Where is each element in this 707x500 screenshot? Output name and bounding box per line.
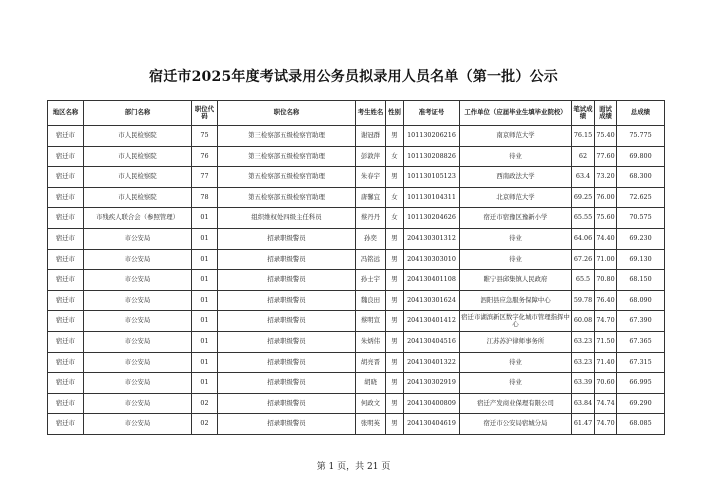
cell-region: 宿迁市 (48, 270, 84, 291)
cell-unit: 宿迁产发商业保理有限公司 (460, 393, 572, 414)
table-row (48, 187, 665, 208)
table-row (48, 393, 665, 414)
cell-position: 招录职级警员 (218, 270, 356, 291)
cell-code: 01 (192, 208, 218, 229)
cell-code: 01 (192, 228, 218, 249)
cell-position: 组织维权处四级主任科员 (218, 208, 356, 229)
cell-code: 01 (192, 270, 218, 291)
table-body (48, 126, 665, 435)
column-header-position: 职位名称 (218, 101, 356, 126)
cell-gender: 男 (386, 352, 404, 373)
cell-unit: 南京师范大学 (460, 126, 572, 147)
cell-written: 63.23 (572, 352, 595, 373)
cell-position: 招录职级警员 (218, 228, 356, 249)
cell-position: 招录职级警员 (218, 373, 356, 394)
cell-interview: 71.00 (595, 249, 617, 270)
cell-code: 02 (192, 393, 218, 414)
cell-position: 招录职级警员 (218, 290, 356, 311)
cell-total: 69.230 (617, 228, 665, 249)
cell-unit: 睢宁县邱集镇人民政府 (460, 270, 572, 291)
cell-gender: 女 (386, 146, 404, 167)
cell-dept: 市公安局 (84, 270, 192, 291)
cell-code: 02 (192, 414, 218, 435)
page-title: 宿迁市2025年度考试录用公务员拟录用人员名单（第一批）公示 (149, 69, 558, 85)
cell-interview: 71.40 (595, 352, 617, 373)
column-header-region: 地区名称 (48, 101, 84, 126)
cell-ticket: 204130401412 (404, 311, 460, 332)
cell-name: 胡晓 (356, 373, 386, 394)
page-number: 第 1 页，共 21 页 (316, 462, 391, 472)
cell-ticket: 204130301624 (404, 290, 460, 311)
cell-gender: 男 (386, 126, 404, 147)
cell-gender: 男 (386, 228, 404, 249)
cell-gender: 男 (386, 311, 404, 332)
cell-name: 蔡丹丹 (356, 208, 386, 229)
cell-interview: 71.50 (595, 331, 617, 352)
cell-code: 01 (192, 331, 218, 352)
table-row (48, 331, 665, 352)
cell-region: 宿迁市 (48, 393, 84, 414)
cell-interview: 74.74 (595, 393, 617, 414)
cell-region: 宿迁市 (48, 414, 84, 435)
cell-dept: 市公安局 (84, 393, 192, 414)
cell-unit: 待业 (460, 352, 572, 373)
cell-unit: 宿迁市湖滨新区数字化城市管理指挥中心 (460, 311, 572, 332)
cell-written: 64.06 (572, 228, 595, 249)
cell-unit: 待业 (460, 146, 572, 167)
cell-name: 朱炳伟 (356, 331, 386, 352)
cell-interview: 70.60 (595, 373, 617, 394)
cell-unit: 待业 (460, 249, 572, 270)
cell-region: 宿迁市 (48, 373, 84, 394)
cell-interview: 75.60 (595, 208, 617, 229)
cell-total: 66.995 (617, 373, 665, 394)
cell-name: 孙士宇 (356, 270, 386, 291)
cell-position: 第五检察部五级检察官助理 (218, 187, 356, 208)
cell-region: 宿迁市 (48, 187, 84, 208)
cell-code: 78 (192, 187, 218, 208)
table-row (48, 167, 665, 188)
cell-code: 01 (192, 352, 218, 373)
cell-gender: 男 (386, 270, 404, 291)
cell-written: 76.15 (572, 126, 595, 147)
cell-dept: 市公安局 (84, 228, 192, 249)
table-row (48, 208, 665, 229)
cell-ticket: 204130301312 (404, 228, 460, 249)
cell-interview: 77.60 (595, 146, 617, 167)
cell-region: 宿迁市 (48, 352, 84, 373)
cell-unit: 待业 (460, 373, 572, 394)
cell-position: 招录职级警员 (218, 331, 356, 352)
cell-written: 65.55 (572, 208, 595, 229)
cell-total: 67.315 (617, 352, 665, 373)
cell-ticket: 204130303010 (404, 249, 460, 270)
cell-ticket: 101130204626 (404, 208, 460, 229)
cell-name: 冯铭远 (356, 249, 386, 270)
table-row (48, 249, 665, 270)
cell-name: 唐馨宜 (356, 187, 386, 208)
cell-code: 77 (192, 167, 218, 188)
table-row (48, 414, 665, 435)
cell-name: 蔡明宣 (356, 311, 386, 332)
table-row (48, 270, 665, 291)
cell-position: 招录职级警员 (218, 311, 356, 332)
cell-region: 宿迁市 (48, 228, 84, 249)
candidate-table (47, 100, 665, 435)
cell-dept: 市人民检察院 (84, 146, 192, 167)
cell-gender: 男 (386, 414, 404, 435)
cell-position: 第三检察部五级检察官助理 (218, 126, 356, 147)
cell-name: 谢冠群 (356, 126, 386, 147)
cell-gender: 女 (386, 208, 404, 229)
cell-unit: 待业 (460, 228, 572, 249)
cell-dept: 市人民检察院 (84, 187, 192, 208)
cell-total: 70.575 (617, 208, 665, 229)
cell-total: 69.130 (617, 249, 665, 270)
cell-gender: 男 (386, 249, 404, 270)
cell-total: 68.085 (617, 414, 665, 435)
cell-code: 01 (192, 311, 218, 332)
cell-unit: 江苏苏沪律师事务所 (460, 331, 572, 352)
cell-written: 63.84 (572, 393, 595, 414)
column-header-total: 总成绩 (617, 101, 665, 126)
cell-ticket: 204130302919 (404, 373, 460, 394)
cell-code: 01 (192, 373, 218, 394)
column-header-interview: 面试成绩 (595, 101, 617, 126)
cell-gender: 男 (386, 290, 404, 311)
cell-total: 72.625 (617, 187, 665, 208)
cell-unit: 宿迁市公安局宿城分局 (460, 414, 572, 435)
table-row (48, 373, 665, 394)
cell-written: 69.25 (572, 187, 595, 208)
cell-ticket: 204130400809 (404, 393, 460, 414)
cell-dept: 市公安局 (84, 373, 192, 394)
column-header-name: 考生姓名 (356, 101, 386, 126)
cell-code: 76 (192, 146, 218, 167)
cell-ticket: 204130401322 (404, 352, 460, 373)
cell-dept: 市公安局 (84, 414, 192, 435)
cell-written: 60.08 (572, 311, 595, 332)
cell-region: 宿迁市 (48, 146, 84, 167)
cell-written: 61.47 (572, 414, 595, 435)
cell-position: 第三检察部五级检察官助理 (218, 146, 356, 167)
cell-name: 朱春宇 (356, 167, 386, 188)
cell-region: 宿迁市 (48, 249, 84, 270)
cell-written: 67.26 (572, 249, 595, 270)
cell-written: 63.39 (572, 373, 595, 394)
cell-position: 第五检察部五级检察官助理 (218, 167, 356, 188)
cell-interview: 76.40 (595, 290, 617, 311)
cell-total: 67.390 (617, 311, 665, 332)
cell-written: 59.78 (572, 290, 595, 311)
column-header-gender: 性别 (386, 101, 404, 126)
table-row (48, 352, 665, 373)
cell-written: 63.23 (572, 331, 595, 352)
cell-interview: 74.70 (595, 414, 617, 435)
cell-dept: 市公安局 (84, 352, 192, 373)
cell-name: 胡亮晋 (356, 352, 386, 373)
cell-code: 01 (192, 249, 218, 270)
cell-name: 何政文 (356, 393, 386, 414)
cell-dept: 市公安局 (84, 311, 192, 332)
cell-unit: 泗阳县应急服务保障中心 (460, 290, 572, 311)
cell-total: 68.150 (617, 270, 665, 291)
cell-dept: 市公安局 (84, 249, 192, 270)
cell-interview: 75.40 (595, 126, 617, 147)
cell-region: 宿迁市 (48, 167, 84, 188)
cell-dept: 市公安局 (84, 331, 192, 352)
cell-position: 招录职级警员 (218, 414, 356, 435)
cell-total: 69.290 (617, 393, 665, 414)
table-row (48, 311, 665, 332)
table-header-row (48, 101, 665, 126)
cell-ticket: 101130206216 (404, 126, 460, 147)
cell-total: 67.365 (617, 331, 665, 352)
cell-name: 张明英 (356, 414, 386, 435)
column-header-code: 职位代码 (192, 101, 218, 126)
table-row (48, 146, 665, 167)
cell-ticket: 204130404619 (404, 414, 460, 435)
cell-ticket: 101130208826 (404, 146, 460, 167)
column-header-written: 笔试成绩 (572, 101, 595, 126)
cell-region: 宿迁市 (48, 208, 84, 229)
cell-interview: 73.20 (595, 167, 617, 188)
table-row (48, 290, 665, 311)
cell-ticket: 101130105123 (404, 167, 460, 188)
cell-region: 宿迁市 (48, 290, 84, 311)
cell-position: 招录职级警员 (218, 393, 356, 414)
cell-written: 62 (572, 146, 595, 167)
cell-interview: 70.80 (595, 270, 617, 291)
cell-interview: 74.40 (595, 228, 617, 249)
cell-unit: 北京师范大学 (460, 187, 572, 208)
cell-gender: 男 (386, 373, 404, 394)
cell-ticket: 101130104311 (404, 187, 460, 208)
cell-unit: 宿迁市宿豫区豫新小学 (460, 208, 572, 229)
table-row (48, 228, 665, 249)
cell-total: 69.800 (617, 146, 665, 167)
cell-position: 招录职级警员 (218, 352, 356, 373)
column-header-dept: 部门名称 (84, 101, 192, 126)
cell-interview: 76.00 (595, 187, 617, 208)
cell-name: 彭敦萍 (356, 146, 386, 167)
cell-dept: 市公安局 (84, 290, 192, 311)
cell-region: 宿迁市 (48, 331, 84, 352)
cell-written: 65.5 (572, 270, 595, 291)
cell-unit: 西南政法大学 (460, 167, 572, 188)
table-row (48, 126, 665, 147)
cell-gender: 男 (386, 393, 404, 414)
cell-name: 魏良田 (356, 290, 386, 311)
cell-ticket: 204130404516 (404, 331, 460, 352)
cell-total: 68.300 (617, 167, 665, 188)
cell-interview: 74.70 (595, 311, 617, 332)
cell-total: 68.090 (617, 290, 665, 311)
cell-code: 75 (192, 126, 218, 147)
column-header-unit: 工作单位（应届毕业生填毕业院校） (460, 101, 572, 126)
cell-dept: 市人民检察院 (84, 126, 192, 147)
cell-name: 孙奕 (356, 228, 386, 249)
cell-written: 63.4 (572, 167, 595, 188)
cell-gender: 女 (386, 187, 404, 208)
cell-gender: 男 (386, 331, 404, 352)
cell-dept: 市残疾人联合会（参照管理） (84, 208, 192, 229)
cell-position: 招录职级警员 (218, 249, 356, 270)
cell-dept: 市人民检察院 (84, 167, 192, 188)
cell-total: 75.775 (617, 126, 665, 147)
cell-ticket: 204130401108 (404, 270, 460, 291)
column-header-ticket: 准考证号 (404, 101, 460, 126)
cell-region: 宿迁市 (48, 126, 84, 147)
cell-gender: 男 (386, 167, 404, 188)
cell-code: 01 (192, 290, 218, 311)
cell-region: 宿迁市 (48, 311, 84, 332)
